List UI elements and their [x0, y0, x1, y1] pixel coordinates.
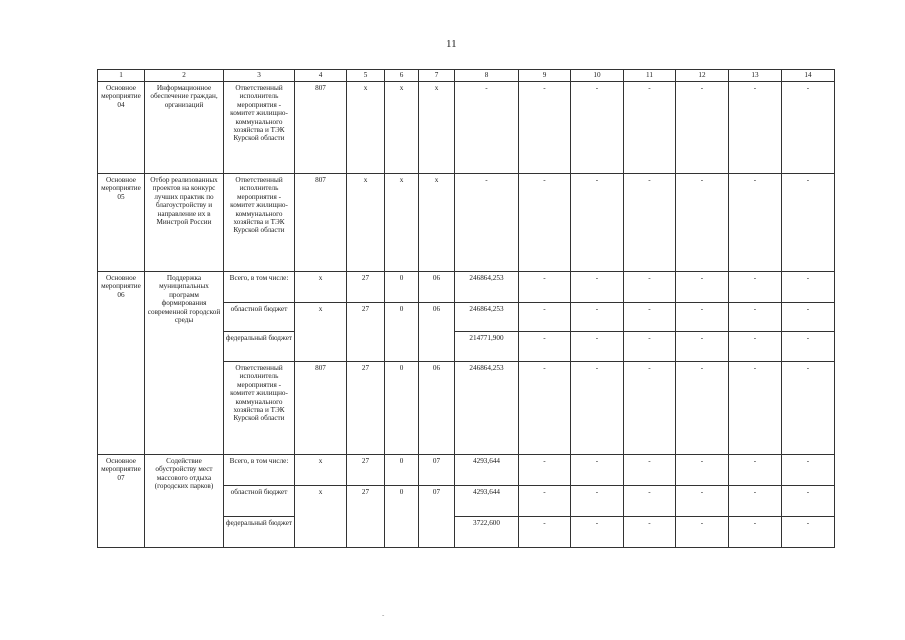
- cell-col4: х: [295, 455, 347, 486]
- cell-col9: -: [519, 82, 571, 174]
- cell-col8: 3722,600: [455, 517, 519, 548]
- cell-col9: -: [519, 303, 571, 332]
- cell-col4: 807: [295, 362, 347, 455]
- cell-col13: -: [729, 517, 782, 548]
- cell-col8: -: [455, 174, 519, 272]
- cell-col12: -: [676, 362, 729, 455]
- cell-col9: -: [519, 517, 571, 548]
- activity-name: Содействие обустройству мест массового отдыха (городских парков): [145, 455, 224, 548]
- cell-col13: -: [729, 332, 782, 362]
- cell-col6: х: [385, 174, 419, 272]
- activity-code: Основное мероприятие 04: [98, 82, 145, 174]
- activity-code: Основное мероприятие 06: [98, 272, 145, 455]
- cell-col5: 27: [347, 303, 385, 362]
- cell-col5: 27: [347, 272, 385, 303]
- cell-col6: х: [385, 82, 419, 174]
- table-row: [98, 272, 835, 303]
- cell-col13: -: [729, 362, 782, 455]
- cell-col10: -: [571, 272, 624, 303]
- cell-col12: -: [676, 455, 729, 486]
- cell-col7: 06: [419, 362, 455, 455]
- table-row: [98, 455, 835, 486]
- cell-col13: -: [729, 174, 782, 272]
- cell-col14: -: [782, 517, 835, 548]
- column-header: 13: [729, 70, 782, 82]
- cell-col8: -: [455, 82, 519, 174]
- cell-col5: 27: [347, 455, 385, 486]
- cell-col11: -: [624, 303, 676, 332]
- cell-col12: -: [676, 332, 729, 362]
- budget-label: областной бюджет: [224, 303, 295, 332]
- executor-cell: Ответственный исполнитель мероприятия - комитет жилищно-коммунального хозяйства и ТЭК Курской области: [224, 174, 295, 272]
- cell-col8: 4293,644: [455, 486, 519, 517]
- cell-col11: -: [624, 517, 676, 548]
- cell-col7: 07: [419, 486, 455, 548]
- cell-col10: -: [571, 303, 624, 332]
- cell-col10: -: [571, 82, 624, 174]
- cell-col9: -: [519, 272, 571, 303]
- cell-col12: -: [676, 517, 729, 548]
- cell-col12: -: [676, 486, 729, 517]
- cell-col13: -: [729, 486, 782, 517]
- cell-col13: -: [729, 82, 782, 174]
- cell-col12: -: [676, 82, 729, 174]
- cell-col5: х: [347, 174, 385, 272]
- cell-col14: -: [782, 455, 835, 486]
- cell-col13: -: [729, 455, 782, 486]
- cell-col8: 246864,253: [455, 303, 519, 332]
- table-row: [98, 174, 835, 272]
- cell-col12: -: [676, 272, 729, 303]
- cell-col9: -: [519, 332, 571, 362]
- cell-col11: -: [624, 362, 676, 455]
- column-header: 6: [385, 70, 419, 82]
- cell-col8: 4293,644: [455, 455, 519, 486]
- cell-col11: -: [624, 486, 676, 517]
- executor-cell: Ответственный исполнитель мероприятия - комитет жилищно-коммунального хозяйства и ТЭК Курской области: [224, 82, 295, 174]
- cell-col4: х: [295, 486, 347, 548]
- program-table: [97, 69, 835, 548]
- cell-col9: -: [519, 455, 571, 486]
- cell-col10: -: [571, 332, 624, 362]
- activity-name: Отбор реализованных проектов на конкурс лучших практик по благоустройству и направление их в Минстрой России: [145, 174, 224, 272]
- budget-label: Всего, в том числе:: [224, 455, 295, 486]
- cell-col9: -: [519, 486, 571, 517]
- cell-col11: -: [624, 174, 676, 272]
- column-header: 8: [455, 70, 519, 82]
- cell-col14: -: [782, 174, 835, 272]
- cell-col8: 214771,900: [455, 332, 519, 362]
- cell-col13: -: [729, 272, 782, 303]
- column-header: 11: [624, 70, 676, 82]
- cell-col14: -: [782, 362, 835, 455]
- activity-code: Основное мероприятие 07: [98, 455, 145, 548]
- cell-col6: 0: [385, 455, 419, 486]
- cell-col9: -: [519, 362, 571, 455]
- cell-col4: х: [295, 272, 347, 303]
- cell-col9: -: [519, 174, 571, 272]
- cell-col7: 06: [419, 303, 455, 362]
- budget-label: федеральный бюджет: [224, 517, 295, 548]
- cell-col4: х: [295, 303, 347, 362]
- column-header: 14: [782, 70, 835, 82]
- cell-col4: 807: [295, 82, 347, 174]
- cell-col10: -: [571, 486, 624, 517]
- budget-label: Всего, в том числе:: [224, 272, 295, 303]
- footer-mark: -: [382, 611, 385, 619]
- column-header: 9: [519, 70, 571, 82]
- activity-name: Информационное обеспечение граждан, организаций: [145, 82, 224, 174]
- executor-cell: Ответственный исполнитель мероприятия - комитет жилищно-коммунального хозяйства и ТЭК Курской области: [224, 362, 295, 455]
- cell-col14: -: [782, 332, 835, 362]
- cell-col11: -: [624, 272, 676, 303]
- cell-col5: 27: [347, 486, 385, 548]
- cell-col7: 06: [419, 272, 455, 303]
- budget-label: федеральный бюджет: [224, 332, 295, 362]
- header-row: [98, 70, 835, 82]
- cell-col14: -: [782, 486, 835, 517]
- cell-col11: -: [624, 82, 676, 174]
- activity-name: Поддержка муниципальных программ формирования современной городской среды: [145, 272, 224, 455]
- column-header: 10: [571, 70, 624, 82]
- cell-col5: х: [347, 82, 385, 174]
- cell-col11: -: [624, 332, 676, 362]
- cell-col7: х: [419, 174, 455, 272]
- cell-col10: -: [571, 362, 624, 455]
- cell-col13: -: [729, 303, 782, 332]
- cell-col10: -: [571, 517, 624, 548]
- column-header: 3: [224, 70, 295, 82]
- column-header: 1: [98, 70, 145, 82]
- cell-col12: -: [676, 174, 729, 272]
- cell-col11: -: [624, 455, 676, 486]
- cell-col6: 0: [385, 362, 419, 455]
- column-header: 12: [676, 70, 729, 82]
- cell-col7: 07: [419, 455, 455, 486]
- cell-col10: -: [571, 455, 624, 486]
- cell-col6: 0: [385, 303, 419, 362]
- page-number: 11: [446, 38, 457, 50]
- cell-col4: 807: [295, 174, 347, 272]
- cell-col8: 246864,253: [455, 362, 519, 455]
- column-header: 5: [347, 70, 385, 82]
- cell-col10: -: [571, 174, 624, 272]
- cell-col6: 0: [385, 486, 419, 548]
- cell-col14: -: [782, 272, 835, 303]
- cell-col14: -: [782, 82, 835, 174]
- column-header: 4: [295, 70, 347, 82]
- budget-label: областной бюджет: [224, 486, 295, 517]
- column-header: 2: [145, 70, 224, 82]
- activity-code: Основное мероприятие 05: [98, 174, 145, 272]
- column-header: 7: [419, 70, 455, 82]
- cell-col5: 27: [347, 362, 385, 455]
- table-row: [98, 82, 835, 174]
- cell-col12: -: [676, 303, 729, 332]
- cell-col8: 246864,253: [455, 272, 519, 303]
- cell-col14: -: [782, 303, 835, 332]
- cell-col7: х: [419, 82, 455, 174]
- cell-col6: 0: [385, 272, 419, 303]
